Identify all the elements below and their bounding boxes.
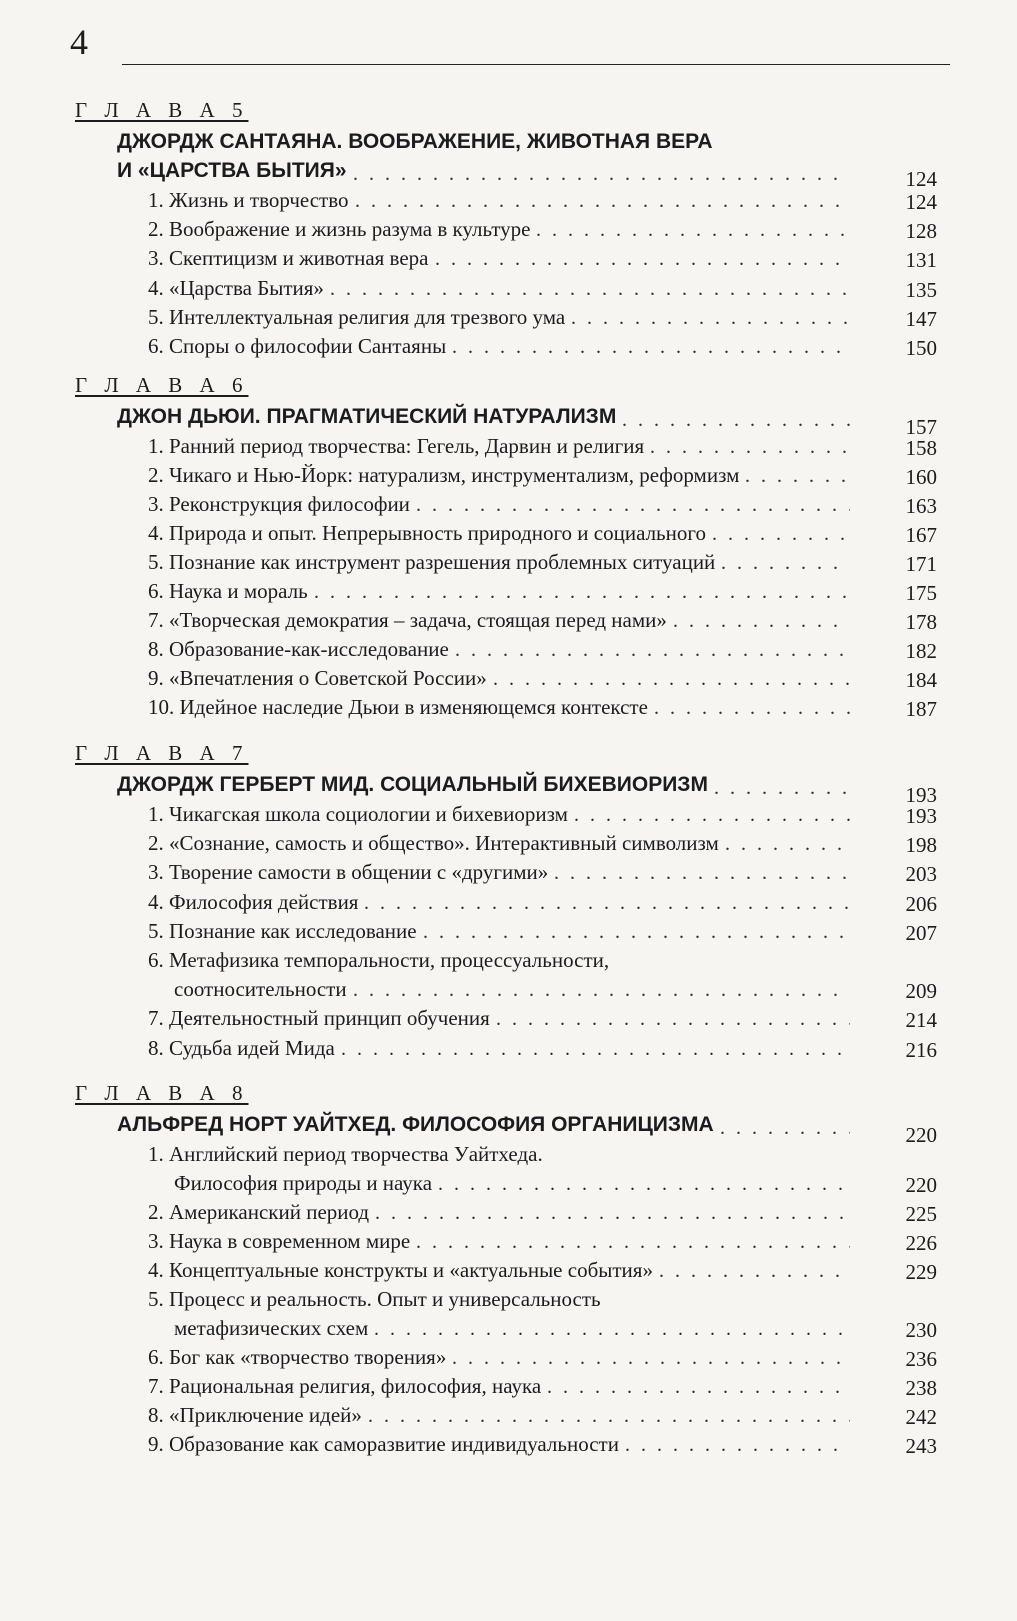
chapter-title: АЛЬФРЕД НОРТ УАЙТХЕД. ФИЛОСОФИЯ ОРГАНИЦИЗМА bbox=[117, 1113, 714, 1136]
toc-entry-page: 135 bbox=[905, 278, 937, 302]
toc-entry: 5. Процесс и реальность. Опыт и универсальность bbox=[148, 1287, 601, 1311]
toc-entry: 5. Познание как инструмент разрешения проблемных ситуаций bbox=[148, 550, 716, 574]
chapter-page: 124 bbox=[905, 167, 937, 191]
toc-entry-page: 163 bbox=[905, 494, 937, 518]
toc-entry: 1. Английский период творчества Уайтхеда. bbox=[148, 1142, 543, 1166]
toc-entry: 3. Творение самости в общении с «другими» bbox=[148, 860, 549, 884]
toc-entry: 7. Деятельностный принцип обучения bbox=[148, 1006, 490, 1030]
toc-entry-page: 193 bbox=[905, 804, 937, 828]
chapter-title: ДЖОРДЖ ГЕРБЕРТ МИД. СОЦИАЛЬНЫЙ БИХЕВИОРИЗМ bbox=[117, 773, 708, 796]
toc-entry: 2. Чикаго и Нью-Йорк: натурализм, инструментализм, реформизм bbox=[148, 463, 740, 487]
leader-dots bbox=[364, 892, 850, 916]
toc-entry: 2. Американский период bbox=[148, 1200, 370, 1224]
leader-dots bbox=[650, 436, 850, 460]
leader-dots bbox=[452, 1347, 850, 1371]
leader-dots bbox=[353, 163, 850, 187]
leader-dots bbox=[745, 465, 850, 489]
leader-dots bbox=[416, 1231, 850, 1255]
chapter-title-line2: И «ЦАРСТВА БЫТИЯ» bbox=[117, 159, 347, 182]
toc-entry: 8. Судьба идей Мида bbox=[148, 1036, 335, 1060]
leader-dots bbox=[435, 248, 850, 272]
chapter-title: ДЖОРДЖ САНТАЯНА. ВООБРАЖЕНИЕ, ЖИВОТНАЯ ВЕРА bbox=[117, 130, 713, 153]
toc-entry: 7. «Творческая демократия – задача, стоящая перед нами» bbox=[148, 608, 667, 632]
toc-entry: 6. Бог как «творчество творения» bbox=[148, 1345, 447, 1369]
leader-dots bbox=[452, 336, 850, 360]
toc-entry: 5. Интеллектуальная религия для трезвого ума bbox=[148, 305, 566, 329]
leader-dots bbox=[720, 1117, 850, 1141]
leader-dots bbox=[725, 833, 850, 857]
leader-dots bbox=[625, 1434, 850, 1458]
toc-entry: 4. «Царства Бытия» bbox=[148, 276, 324, 300]
leader-dots bbox=[673, 610, 850, 634]
toc-entry-page: 147 bbox=[905, 307, 937, 331]
toc-entry: 4. Природа и опыт. Непрерывность природного и социального bbox=[148, 521, 706, 545]
leader-dots bbox=[314, 581, 850, 605]
chapter-label: Г Л А В А 7 bbox=[75, 741, 249, 765]
toc-entry-page: 216 bbox=[905, 1038, 937, 1062]
leader-dots bbox=[721, 552, 850, 576]
toc-entry: 6. Споры о философии Сантаяны bbox=[148, 334, 447, 358]
leader-dots bbox=[368, 1405, 850, 1429]
leader-dots bbox=[712, 523, 850, 547]
toc-entry-page: 184 bbox=[905, 668, 937, 692]
toc-entry-page: 198 bbox=[905, 833, 937, 857]
toc-entry-page: 203 bbox=[905, 862, 937, 886]
leader-dots bbox=[554, 862, 850, 886]
toc-entry-page: 187 bbox=[905, 697, 937, 721]
toc-entry-page: 206 bbox=[905, 892, 937, 916]
toc-entry: 3. Скептицизм и животная вера bbox=[148, 246, 429, 270]
toc-entry-page: 207 bbox=[905, 921, 937, 945]
leader-dots bbox=[330, 278, 850, 302]
leader-dots bbox=[341, 1038, 850, 1062]
toc-entry-page: 214 bbox=[905, 1008, 937, 1032]
leader-dots bbox=[455, 639, 850, 663]
toc-entry-page: 182 bbox=[905, 639, 937, 663]
toc-entry: метафизических схем bbox=[174, 1316, 369, 1340]
chapter-page: 157 bbox=[905, 415, 937, 439]
leader-dots bbox=[547, 1376, 850, 1400]
toc-entry: 9. «Впечатления о Советской России» bbox=[148, 666, 487, 690]
page-number: 4 bbox=[70, 22, 88, 62]
toc-entry: 5. Познание как исследование bbox=[148, 919, 417, 943]
toc-entry: 1. Жизнь и творчество bbox=[148, 188, 349, 212]
leader-dots bbox=[659, 1260, 850, 1284]
toc-entry-page: 238 bbox=[905, 1376, 937, 1400]
chapter-label: Г Л А В А 8 bbox=[75, 1081, 249, 1105]
chapter-page: 193 bbox=[905, 783, 937, 807]
toc-entry: 3. Наука в современном мире bbox=[148, 1229, 411, 1253]
toc-entry-page: 128 bbox=[905, 219, 937, 243]
toc-entry: 3. Реконструкция философии bbox=[148, 492, 410, 516]
toc-entry-page: 167 bbox=[905, 523, 937, 547]
toc-entry-page: 160 bbox=[905, 465, 937, 489]
leader-dots bbox=[423, 921, 850, 945]
leader-dots bbox=[654, 697, 850, 721]
toc-entry-page: 226 bbox=[905, 1231, 937, 1255]
toc-entry: Философия природы и наука bbox=[174, 1171, 433, 1195]
toc-entry-page: 243 bbox=[905, 1434, 937, 1458]
toc-entry: 2. Воображение и жизнь разума в культуре bbox=[148, 217, 531, 241]
leader-dots bbox=[574, 804, 850, 828]
toc-entry: 6. Наука и мораль bbox=[148, 579, 308, 603]
toc-entry-page: 225 bbox=[905, 1202, 937, 1226]
leader-dots bbox=[496, 1008, 850, 1032]
toc-entry-page: 178 bbox=[905, 610, 937, 634]
toc-entry-page: 175 bbox=[905, 581, 937, 605]
toc-entry-page: 131 bbox=[905, 248, 937, 272]
toc-entry: 8. «Приключение идей» bbox=[148, 1403, 362, 1427]
toc-entry: 6. Метафизика темпоральности, процессуальности, bbox=[148, 948, 610, 972]
leader-dots bbox=[622, 409, 850, 433]
toc-entry: 7. Рациональная религия, философия, наука bbox=[148, 1374, 542, 1398]
leader-dots bbox=[374, 1318, 850, 1342]
leader-dots bbox=[493, 668, 850, 692]
toc-entry-page: 209 bbox=[905, 979, 937, 1003]
toc-entry: 1. Чикагская школа социологии и бихевиоризм bbox=[148, 802, 568, 826]
toc-entry-page: 124 bbox=[905, 190, 937, 214]
leader-dots bbox=[355, 190, 850, 214]
toc-entry: 9. Образование как саморазвитие индивидуальности bbox=[148, 1432, 619, 1456]
toc-entry: 8. Образование-как-исследование bbox=[148, 637, 449, 661]
leader-dots bbox=[714, 777, 850, 801]
toc-entry: 1. Ранний период творчества: Гегель, Дарвин и религия bbox=[148, 434, 645, 458]
toc-entry-page: 150 bbox=[905, 336, 937, 360]
toc-entry-page: 171 bbox=[905, 552, 937, 576]
leader-dots bbox=[375, 1202, 850, 1226]
toc-entry: соотносительности bbox=[174, 977, 347, 1001]
leader-dots bbox=[416, 494, 850, 518]
toc-entry-page: 158 bbox=[905, 436, 937, 460]
leader-dots bbox=[353, 979, 850, 1003]
chapter-label: Г Л А В А 6 bbox=[75, 373, 249, 397]
chapter-title: ДЖОН ДЬЮИ. ПРАГМАТИЧЕСКИЙ НАТУРАЛИЗМ bbox=[117, 405, 617, 428]
leader-dots bbox=[438, 1173, 850, 1197]
toc-entry-page: 242 bbox=[905, 1405, 937, 1429]
toc-entry-page: 229 bbox=[905, 1260, 937, 1284]
page-header bbox=[70, 22, 950, 70]
toc-entry: 4. Концептуальные конструкты и «актуальные события» bbox=[148, 1258, 653, 1282]
chapter-page: 220 bbox=[905, 1123, 937, 1147]
leader-dots bbox=[536, 219, 850, 243]
header-rule bbox=[122, 64, 950, 65]
toc-entry-page: 236 bbox=[905, 1347, 937, 1371]
toc-entry: 2. «Сознание, самость и общество». Интерактивный символизм bbox=[148, 831, 719, 855]
toc-entry: 4. Философия действия bbox=[148, 890, 359, 914]
toc-entry-page: 230 bbox=[905, 1318, 937, 1342]
leader-dots bbox=[571, 307, 850, 331]
chapter-label: Г Л А В А 5 bbox=[75, 98, 249, 122]
toc-entry-page: 220 bbox=[905, 1173, 937, 1197]
toc-entry: 10. Идейное наследие Дьюи в изменяющемся контексте bbox=[148, 695, 648, 719]
